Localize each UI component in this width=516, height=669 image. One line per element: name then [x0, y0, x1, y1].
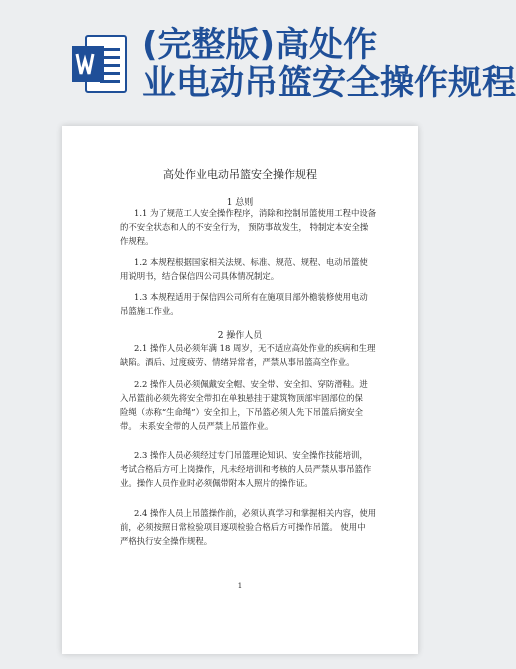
paragraph-line: 1.3 本规程适用于保信四公司所有在施项目部外檐装修使用电动: [134, 292, 368, 302]
paragraph-line: 带。 未系安全带的人员严禁上吊篮作业。: [120, 421, 274, 431]
paragraph-2-4: [120, 506, 377, 548]
word-document-icon: [70, 32, 130, 96]
paragraph-line: 用说明书，结合保信四公司具体情况制定。: [120, 271, 280, 281]
paragraph-line: 1.2 本规程根据国家相关法规、标准、规范、规程、电动吊篮使: [134, 257, 368, 267]
paragraph-2-1: [120, 341, 376, 369]
paragraph-line: 2.4 操作人员上吊篮操作前，必须认真学习和掌握相关内容，使用: [134, 508, 377, 518]
paragraph-line: 吊篮施工作业。: [120, 306, 179, 316]
paragraph-2-3: [120, 448, 370, 490]
page-title-line2: 业电动吊篮安全操作规程: [142, 63, 516, 103]
paragraph-line: 作规程。: [120, 236, 154, 246]
paragraph-line: 缺陷。酒后、过度疲劳、情绪异常者，严禁从事吊篮高空作业。: [120, 357, 355, 367]
paragraph-2-2: [120, 377, 370, 433]
paragraph-line: 2.1 操作人员必须年满 18 周岁，无不适应高处作业的疾病和生理: [134, 343, 376, 353]
page-number: 1: [237, 582, 243, 590]
paragraph-line: 2.2 操作人员必须佩戴安全帽、安全带、安全扣、穿防滑鞋。进: [134, 379, 368, 389]
paragraph-line: 严格执行安全操作规程。: [120, 536, 213, 546]
document-page: [62, 126, 418, 654]
paragraph-line: 入吊篮前必须先将安全带扣在单独悬挂于建筑物顶部牢固部位的保: [120, 393, 363, 403]
paragraph-line: 2.3 操作人员必须经过专门吊篮理论知识、安全操作技能培训，: [134, 450, 368, 460]
paragraph-line: 前，必须按照日常检验项目逐项检验合格后方可操作吊篮。 使用中: [120, 522, 366, 532]
paragraph-line: 业。操作人员作业时必须佩带附本人照片的操作证。: [120, 478, 313, 488]
page-title: [142, 26, 516, 102]
paragraph-line: 的不安全状态和人的不安全行为， 预防事故发生， 特制定本安全操: [120, 222, 369, 232]
paragraph-1-3: [120, 290, 370, 318]
section-heading: 2 操作人员: [217, 331, 263, 341]
section-heading: 1 总则: [226, 198, 254, 208]
document-title: 高处作业电动吊篮安全操作规程: [163, 168, 317, 181]
paragraph-line: 考试合格后方可上岗操作，凡未经培训和考核的人员严禁从事吊篮作: [120, 464, 372, 474]
page-title-line1: (完整版)高处作: [142, 25, 378, 65]
paragraph-line: 险绳（赤称“生命绳”）安全扣上，下吊篮必须人先下吊篮后摘安全: [120, 407, 364, 417]
paragraph-1-2: [120, 255, 370, 283]
paragraph-line: 1.1 为了规范工人安全操作程序，消除和控制吊篮使用工程中设备: [134, 208, 377, 218]
paragraph-1-1: [120, 206, 377, 248]
